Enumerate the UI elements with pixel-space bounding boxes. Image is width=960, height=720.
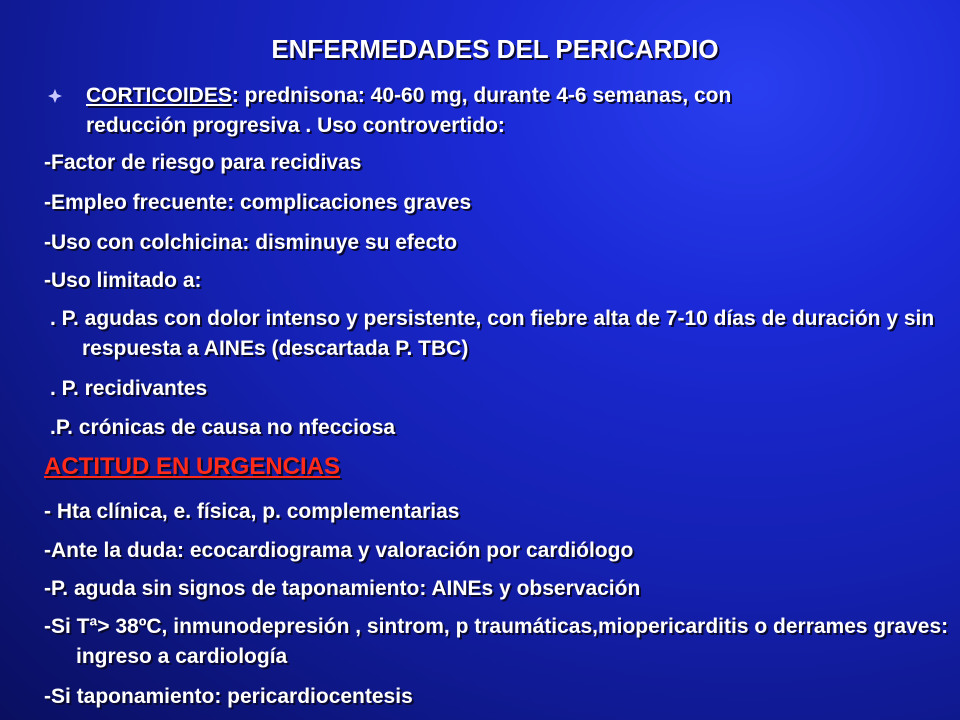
- corticoides-text-2: reducción progresiva . Uso controvertido:: [86, 114, 505, 137]
- corticoides-bullet: [48, 81, 916, 141]
- text-line: . P. recidivantes: [50, 377, 208, 400]
- urgency-line: -P. aguda sin signos de taponamiento: AINEs y observación: [44, 577, 641, 600]
- text-line: -Uso limitado a:: [44, 269, 202, 292]
- text-line: -Empleo frecuente: complicaciones graves: [44, 191, 472, 214]
- urgency-line: - Hta clínica, e. física, p. complementarias: [44, 500, 460, 523]
- urgency-line: -Ante la duda: ecocardiograma y valoración por cardiólogo: [44, 539, 634, 562]
- section-title: ACTITUD EN URGENCIAS: [44, 453, 341, 480]
- corticoides-text-1: : prednisona: 40-60 mg, durante 4-6 semanas, con: [231, 84, 732, 107]
- corticoides-term: CORTICOIDES: [86, 84, 232, 107]
- urgency-line: -Si taponamiento: pericardiocentesis: [44, 685, 413, 708]
- diamond-bullet-icon: [48, 89, 62, 103]
- text-line: -Uso con colchicina: disminuye su efecto: [44, 231, 458, 254]
- text-line: -Factor de riesgo para recidivas: [44, 151, 362, 174]
- text-line: .P. crónicas de causa no nfecciosa: [50, 416, 396, 439]
- urgency-line: -Si Tª> 38ºC, inmunodepresión , sintrom, p traumáticas,miopericarditis o derrames graves: ingreso a cardiología: [44, 615, 949, 668]
- text-line: . P. agudas con dolor intenso y persistente, con fiebre alta de 7-10 días de duración y sin respuesta a AINEs (descartada P. TBC): [50, 307, 935, 360]
- slide-title: ENFERMEDADES DEL PERICARDIO: [271, 34, 719, 64]
